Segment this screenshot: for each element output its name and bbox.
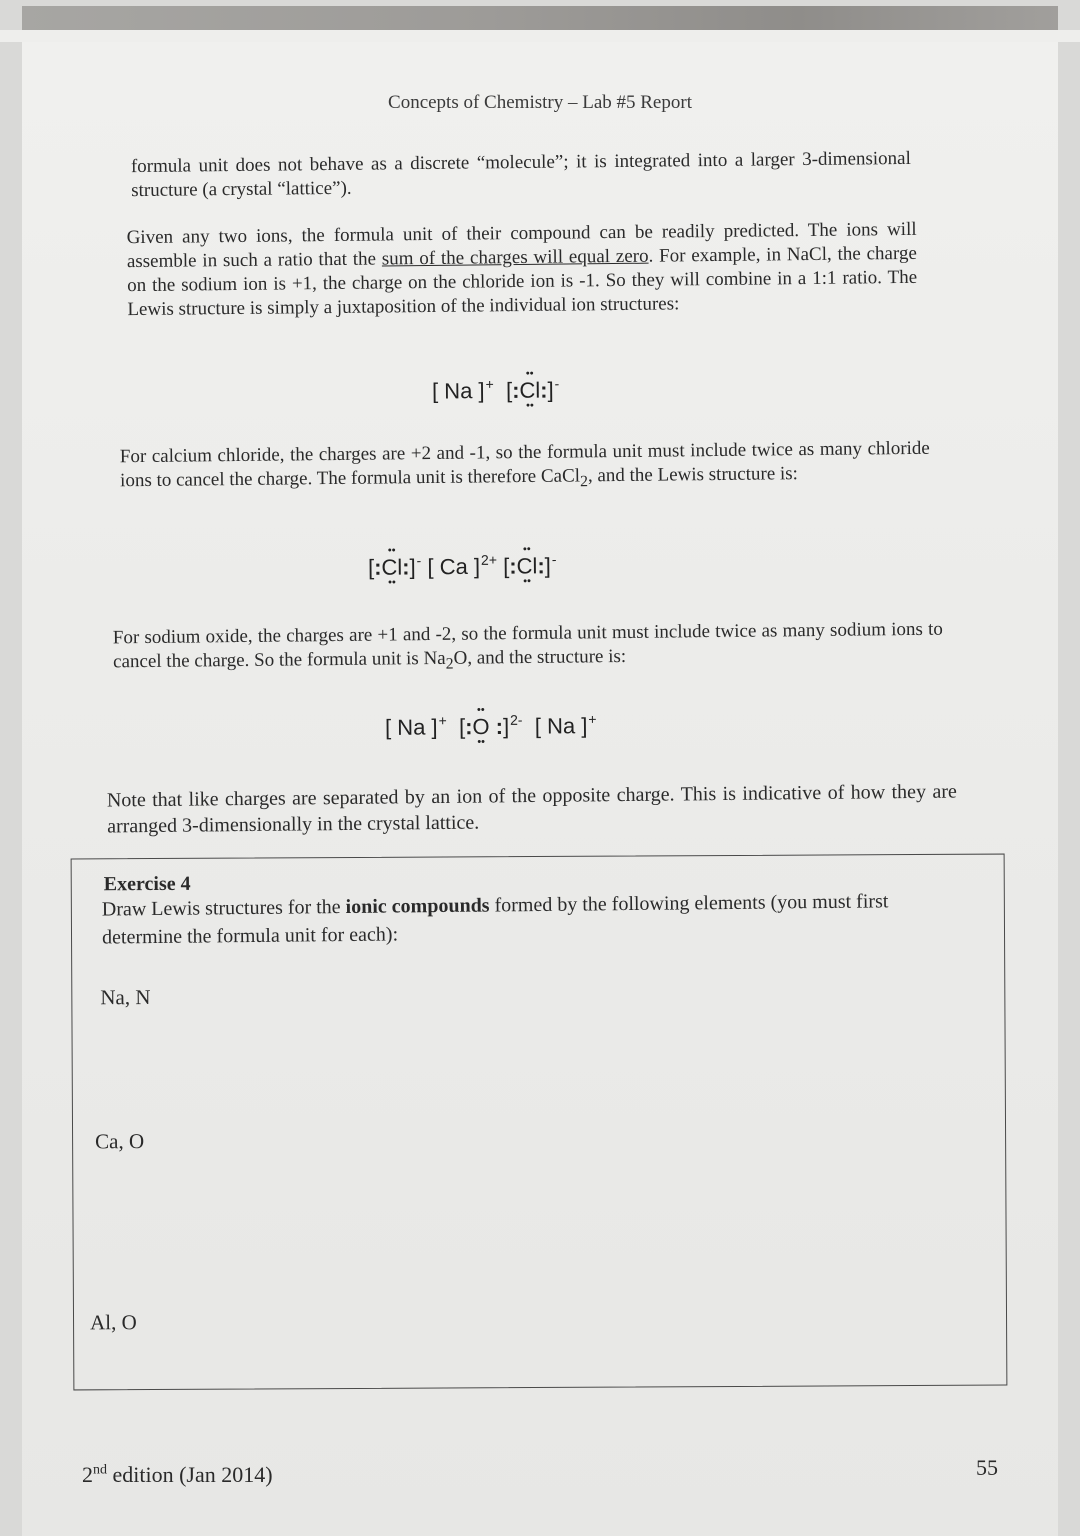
exercise-instructions: Draw Lewis structures for the ionic compounds formed by the following elements (you must first determine the formula unit for each): — [101, 890, 889, 949]
page-header: Concepts of Chemistry – Lab #5 Report — [388, 92, 692, 113]
intro-paragraph-1: formula unit does not behave as a discrete “molecule”; it is integrated into a larger 3-dimensional structure (a crystal “lattice”). — [130, 147, 911, 202]
na-symbol-right: Na — [546, 713, 576, 739]
exercise-item-na-n: Na, N — [100, 985, 151, 1010]
exercise-title: Exercise 4 — [103, 872, 191, 896]
lewis-nacl: [ Na ]+ [:•• Cl ••:]- — [432, 375, 560, 404]
edition-footer: 2nd edition (Jan 2014) — [82, 1462, 273, 1487]
page-gap — [0, 30, 1080, 42]
calcium-chloride-paragraph: For calcium chloride, the charges are +2 and -1, so the formula unit must include twice as many chloride ions to cancel the charge. The formula unit is therefore CaCl$_2$, and the Lewis structure is: — [119, 437, 930, 492]
lewis-na2o: [ Na ]+ [:•• O •• :]$^{2-}$ [ Na ]+ — [385, 711, 597, 741]
o-charge: 2- — [510, 711, 523, 728]
exercise-box — [71, 854, 1008, 1391]
na-charge: + — [485, 376, 494, 393]
cl-charge: - — [554, 375, 560, 392]
o-symbol: •• O •• — [472, 714, 489, 740]
intro-paragraph-2: Given any two ions, the formula unit of their compound can be readily predicted. The ions will assemble in such a ratio that the sum of the charges will equal zero. For example, in NaCl, the charge on the sodium ion is +1, the charge on the chloride ion is -1. So they will combine in a 1:1 ratio. The Lewis structure is simply a juxtaposition of the individual ion structures: — [126, 218, 918, 321]
ca-charge: 2+ — [480, 551, 498, 568]
cl-symbol-left: •• Cl •• — [381, 555, 402, 581]
na-symbol: Na — [444, 378, 473, 404]
cl-charge-left: - — [416, 552, 422, 569]
ionic-compounds-emphasis: ionic compounds — [345, 894, 490, 918]
exercise-item-al-o: Al, O — [89, 1310, 137, 1335]
ca-symbol: Ca — [439, 553, 468, 580]
lewis-cacl2: [:•• Cl ••:]- [ Ca ]$^{2+}$ [:•• Cl ••:]- — [368, 551, 557, 581]
cl-symbol: •• Cl •• — [519, 378, 540, 404]
top-edge-shadow — [22, 6, 1058, 30]
exercise-item-ca-o: Ca, O — [95, 1129, 145, 1154]
na-symbol-left: Na — [397, 714, 426, 740]
cl-symbol-right: •• Cl •• — [516, 553, 537, 579]
note-paragraph: Note that like charges are separated by an ion of the opposite charge. This is indicative of how they are arranged 3-dimensionally in the crystal lattice. — [106, 780, 957, 838]
underlined-phrase: sum of the charges will equal zero — [381, 245, 649, 270]
page-number: 55 — [976, 1455, 998, 1480]
na-charge-left: + — [438, 712, 447, 729]
sodium-oxide-paragraph: For sodium oxide, the charges are +1 and -2, so the formula unit must include twice as many sodium ions to cancel the charge. So the formula unit is $Na_2O$, and the structure is: — [112, 618, 943, 673]
cl-charge-right: - — [551, 551, 557, 568]
na-charge-right: + — [588, 711, 597, 728]
